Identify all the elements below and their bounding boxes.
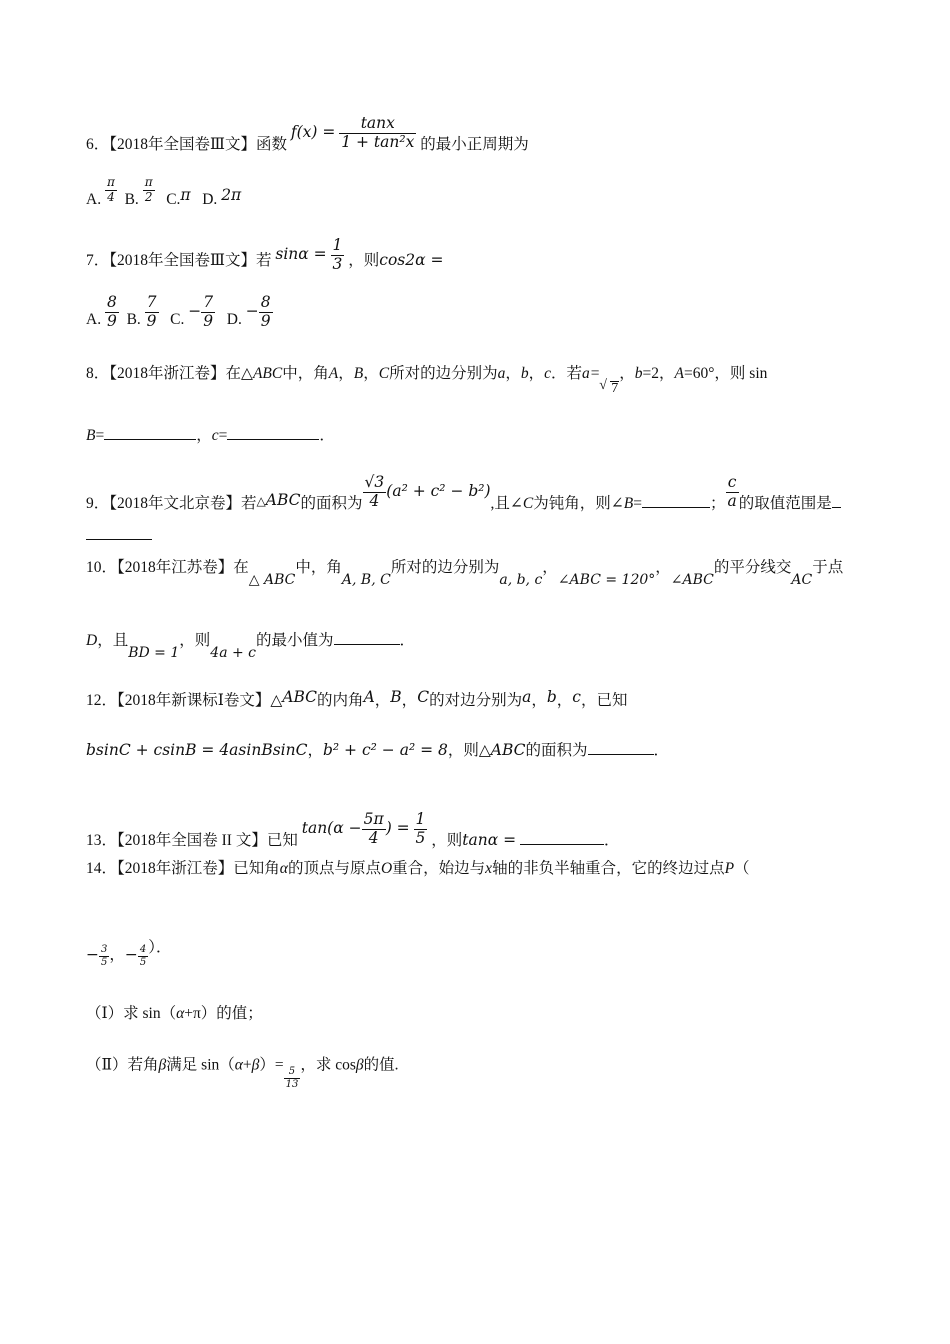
q7-formula-fraction: [331, 237, 345, 274]
q14-p1-den: 5: [101, 956, 108, 968]
question-8: [86, 365, 768, 396]
q13-number: 13．: [86, 831, 118, 849]
q14-neg2: −: [124, 945, 138, 964]
q9-source: 【2018年文北京卷】: [109, 494, 242, 512]
q7-formula: [275, 236, 348, 273]
q14-number: 14．: [86, 860, 118, 877]
q13-stem-1: 已知: [266, 831, 298, 849]
q8-c-low: c: [544, 365, 551, 382]
q10-number: 10．: [86, 559, 118, 576]
q14-o: O: [380, 860, 393, 877]
q14-point-coords: [86, 938, 172, 968]
question-12: [86, 688, 628, 709]
q7-opt-c-sign: −: [188, 301, 202, 320]
q12-abc: ABC: [282, 688, 318, 706]
q7-opt-d-label: D.: [226, 310, 242, 328]
q8-line2-end: ．: [319, 427, 335, 444]
q8-sqrt-value: 7: [611, 381, 619, 396]
q14-part2-end2: 的值.: [363, 1056, 399, 1074]
q14-part-1: [86, 1006, 263, 1022]
q8-comma2: ，: [363, 365, 379, 382]
q8-answer-line: [86, 428, 335, 444]
q7-number: 7．: [86, 251, 110, 269]
q12-blank[interactable]: [588, 754, 654, 755]
q9-blank-range-start[interactable]: [832, 507, 841, 508]
q12-stem-4: ，已知: [580, 692, 628, 709]
q7-formula-rhs: cos2α =: [379, 250, 444, 269]
q10-sides: a, b, c: [499, 572, 543, 588]
q13-tan-alpha: tanα =: [462, 830, 517, 849]
q14-p2-den: 5: [139, 956, 147, 968]
q14-part2-end1: ，求 cos: [300, 1056, 356, 1074]
q6-opt-c-label: C.: [166, 190, 181, 208]
q14-stem-2: 的顶点与原点: [287, 860, 381, 877]
q10-stem-1: 在: [233, 559, 249, 576]
q8-stem-2: 中，角: [282, 365, 329, 382]
q9-stem-7: 的取值范围是: [738, 494, 832, 512]
q9-stem-3: ,且∠: [490, 494, 523, 512]
q12-lc: c: [572, 688, 581, 706]
q9-blank-b[interactable]: [642, 507, 710, 508]
q14-close: ）．: [148, 938, 172, 956]
q6-opt-d-value: 2π: [221, 185, 242, 204]
q6-formula-fraction: [339, 115, 416, 152]
q12-eq1: bsinC + csinB = 4asinBsinC: [86, 741, 308, 759]
q7-source: 【2018年全国卷Ⅲ文】: [109, 251, 256, 269]
q10-stem-6: ，且: [97, 632, 129, 649]
q7-formula-lhs: sinα =: [275, 244, 327, 263]
q10-stem-5: 于点: [812, 559, 844, 576]
q7-opt-c-den: 9: [203, 311, 214, 330]
question-10: [86, 559, 844, 588]
q9-blank-range[interactable]: [86, 539, 152, 540]
q7-opt-a-label: A.: [86, 310, 102, 328]
q14-part2-fraction: [284, 1066, 301, 1090]
q7-stem-pre: 若: [255, 251, 272, 269]
q9-c-cap: C: [522, 494, 534, 512]
q12-c1: ，: [374, 692, 391, 709]
q14-comma: ，: [109, 946, 125, 964]
q6-number: 6．: [86, 135, 110, 153]
q9-area-fraction: [363, 474, 387, 511]
q13-f2-num: 1: [415, 810, 426, 828]
q14-stem-5: （: [734, 860, 750, 877]
q10-bd: BD = 1: [128, 645, 180, 661]
q13-tan-pre: tan(α −: [301, 818, 362, 837]
q10-stem-3: 所对的边分别为: [390, 559, 500, 576]
q8-b-low: b: [520, 365, 529, 382]
q9-stem-4: 为钝角，则∠: [533, 494, 624, 512]
q14-part2-plus: +: [242, 1056, 252, 1074]
q13-f1-num: 5π: [363, 810, 384, 828]
q6-opt-c-value: π: [180, 185, 191, 204]
q14-stem-3: 重合，始边与: [392, 860, 486, 877]
q14-source: 【2018年浙江卷】: [117, 860, 234, 877]
q7-opt-b-num: 7: [146, 293, 157, 311]
q13-fraction-1: [362, 811, 386, 848]
q7-opt-a-den: 9: [106, 311, 117, 330]
q6-formula-num: tanx: [360, 114, 395, 132]
q8-sqrt: [600, 381, 619, 396]
q7-opt-c-num: 7: [203, 293, 214, 311]
q12-stem-2: 的内角: [317, 692, 364, 709]
q12-a: A: [363, 688, 375, 706]
q10-stem-7: ，则: [179, 632, 211, 649]
q9-stem-2: 的面积为: [300, 494, 363, 512]
q10-end: ．: [399, 632, 416, 649]
q12-stem-1: △: [270, 692, 283, 709]
q8-a-eq: a=: [582, 365, 601, 382]
q7-opt-c-label: C.: [170, 310, 185, 328]
q8-line2-eq: =: [95, 427, 105, 444]
q13-tan-post: ) =: [385, 818, 410, 837]
q12-c: C: [417, 688, 430, 706]
q8-line2-c: c: [211, 427, 219, 444]
q9-ratio-den: a: [727, 491, 737, 510]
q14-p1-num: 3: [101, 944, 108, 955]
q14-part2-num: 5: [288, 1066, 296, 1077]
q7-opt-b-value: [145, 294, 159, 331]
q14-stem-1: 已知角: [233, 860, 280, 877]
q10-source: 【2018年江苏卷】: [117, 559, 234, 576]
q14-p: P: [724, 860, 735, 877]
q10-angle-eq: ∠ABC = 120°: [557, 572, 656, 588]
q12-stem-5: ，则△: [447, 742, 491, 759]
q12-end: ．: [653, 742, 670, 759]
q8-source: 【2018年浙江卷】: [109, 365, 226, 382]
q6-formula: [290, 114, 420, 151]
q9-expr: (a² + c² − b²): [386, 481, 491, 500]
q7-opt-a-num: 8: [106, 293, 117, 311]
q8-b-cap: B: [353, 365, 364, 382]
q8-comma1: ，: [338, 365, 354, 382]
q6-stem-post: 的最小正周期为: [420, 135, 529, 153]
q6-opt-b-value: [143, 176, 155, 205]
q8-stem-3: 所对的边分别为: [389, 365, 498, 382]
q8-a-cap: A: [328, 365, 339, 382]
q13-f2-den: 5: [415, 828, 426, 847]
q12-c4: ，: [556, 692, 573, 709]
q14-part1-alpha: α: [176, 1005, 185, 1022]
q10-stem-2: 中，角: [295, 559, 342, 576]
q14-part-2: [86, 1054, 399, 1090]
question-6: [86, 114, 529, 164]
q9-ratio-fraction: [726, 474, 739, 511]
q6-opt-b-den: 2: [143, 190, 155, 205]
q12-eq2: b² + c² − a² = 8: [322, 741, 448, 759]
q6-opt-a-label: A.: [86, 190, 102, 208]
q14-part1-label: （Ⅰ）求 sin（: [86, 1005, 177, 1022]
q6-opt-d-label: D.: [202, 190, 218, 208]
q10-blank[interactable]: [334, 644, 400, 645]
q10-ac: AC: [791, 572, 813, 588]
q6-opt-a-num: π: [106, 175, 115, 189]
q8-line2-sep: ，: [196, 427, 212, 444]
q13-f1-den: 4: [362, 829, 386, 848]
q10-line2: [86, 632, 416, 661]
q14-p2-num: 4: [139, 944, 147, 955]
q12-line2: [86, 743, 669, 759]
q8-c-cap: C: [378, 365, 390, 382]
q8-line2-eq2: =: [218, 427, 228, 444]
q8-stem-1: 在△: [225, 365, 253, 382]
q7-options: [86, 293, 273, 339]
q14-part2-beta: β: [158, 1056, 167, 1074]
q14-part2-beta2: β: [251, 1056, 260, 1074]
q9-stem-1: 若: [241, 494, 257, 512]
q6-stem-pre: 函数: [255, 135, 287, 153]
q12-b: B: [390, 688, 402, 706]
q7-formula-num: 1: [332, 236, 343, 254]
q14-part2-eq: ）=: [259, 1056, 284, 1074]
q7-stem-mid: ，则: [348, 251, 380, 269]
q6-formula-lhs: f(x) =: [290, 122, 336, 141]
q12-la: a: [522, 688, 532, 706]
q10-d: D: [86, 632, 98, 649]
q8-line2-b: B: [86, 427, 96, 444]
q12-sep: ，: [307, 742, 323, 759]
q9-ratio-num: c: [727, 473, 737, 491]
q14-part2-den: 13: [285, 1078, 299, 1090]
q8-a-low: a: [497, 365, 506, 382]
q8-comma3: ，: [505, 365, 521, 382]
q7-opt-d-value: [259, 294, 273, 331]
q13-stem-2: ，则: [431, 831, 463, 849]
q9-frac-den: 4: [363, 492, 387, 511]
q7-opt-d-den: 9: [260, 311, 271, 330]
q8-b-eq: b: [634, 365, 643, 382]
question-9: [86, 473, 841, 523]
q12-c2: ，: [401, 692, 418, 709]
q7-opt-b-label: B.: [126, 310, 141, 328]
q12-lb: b: [546, 688, 557, 706]
q7-opt-b-den: 9: [146, 311, 157, 330]
question-14: [86, 861, 750, 877]
q13-end: ．: [604, 831, 620, 849]
q14-part2-alpha: α: [234, 1056, 243, 1074]
q8-abc: ABC: [252, 365, 283, 382]
q9-abc: ABC: [265, 490, 301, 509]
q8-comma4: ，: [528, 365, 545, 382]
q7-opt-d-sign: −: [245, 301, 259, 320]
q8-b-val: =2，: [642, 365, 675, 382]
q14-coord-y: [138, 944, 148, 968]
q10-angle-abc: ∠ABC: [670, 572, 714, 588]
q8-blank-sinb[interactable]: [104, 439, 196, 440]
q8-a-angle-val: =60°，则 sin: [683, 365, 768, 382]
q14-x: x: [485, 860, 493, 877]
q14-part2-beta3: β: [355, 1056, 364, 1074]
q7-formula-den: 3: [332, 254, 343, 273]
q9-frac-num: √3: [364, 473, 385, 491]
q12-number: 12．: [86, 692, 118, 709]
q7-opt-c-value: [201, 294, 215, 331]
q12-stem-6: 的面积为: [525, 742, 588, 759]
q14-neg1: −: [86, 945, 99, 964]
q10-sep: ，: [542, 559, 558, 576]
q7-opt-a-value: [105, 294, 119, 331]
q10-expr: 4a + c: [210, 645, 257, 661]
q10-tri: △ ABC: [248, 572, 296, 588]
q6-opt-b-label: B.: [124, 190, 139, 208]
q10-stem-8: 的最小值为: [256, 632, 334, 649]
q13-blank[interactable]: [520, 844, 604, 845]
q14-stem-4: 轴的非负半轴重合，它的终边过点: [492, 860, 725, 877]
q12-stem-3: 的对边分别为: [429, 692, 523, 709]
q10-stem-4: 的平分线交: [713, 559, 792, 576]
q10-sep2: ，: [655, 559, 671, 576]
q6-source: 【2018年全国卷Ⅲ文】: [109, 135, 256, 153]
q9-stem-5: =: [633, 494, 642, 512]
q6-opt-a-den: 4: [105, 190, 117, 205]
q6-formula-den: 1 + tan²x: [341, 132, 415, 151]
q8-a-angle: A: [674, 365, 684, 382]
q12-source: 【2018年新课标Ⅰ卷文】: [117, 692, 271, 709]
q10-angles: A, B, C: [341, 572, 391, 588]
q7-opt-d-num: 8: [260, 293, 271, 311]
q9-b-cap: B: [623, 494, 634, 512]
q9-line2: [86, 528, 152, 544]
q8-stem-5: ，: [619, 365, 635, 382]
q14-part1-rest: +π）的值；: [184, 1005, 263, 1022]
q14-part2-label: （Ⅱ）若角: [86, 1056, 159, 1074]
q8-blank-c[interactable]: [227, 439, 319, 440]
q14-coord-x: [99, 944, 109, 968]
q6-opt-a-value: [105, 176, 117, 205]
q12-c3: ，: [531, 692, 547, 709]
q13-fraction-2: [414, 811, 428, 848]
q8-stem-4: ．若: [551, 365, 583, 382]
question-7: [86, 236, 444, 280]
q9-triangle: △: [256, 493, 266, 508]
q13-source: 【2018年全国卷 II 文】: [117, 831, 267, 849]
q6-options: [86, 175, 242, 215]
q9-stem-6: ；: [709, 494, 726, 512]
q9-number: 9．: [86, 494, 110, 512]
q12-abc2: ABC: [490, 741, 526, 759]
q6-opt-b-num: π: [144, 175, 153, 189]
q14-alpha: α: [279, 860, 288, 877]
q14-part2-mid: 满足 sin（: [166, 1056, 235, 1074]
q8-number: 8．: [86, 365, 110, 382]
